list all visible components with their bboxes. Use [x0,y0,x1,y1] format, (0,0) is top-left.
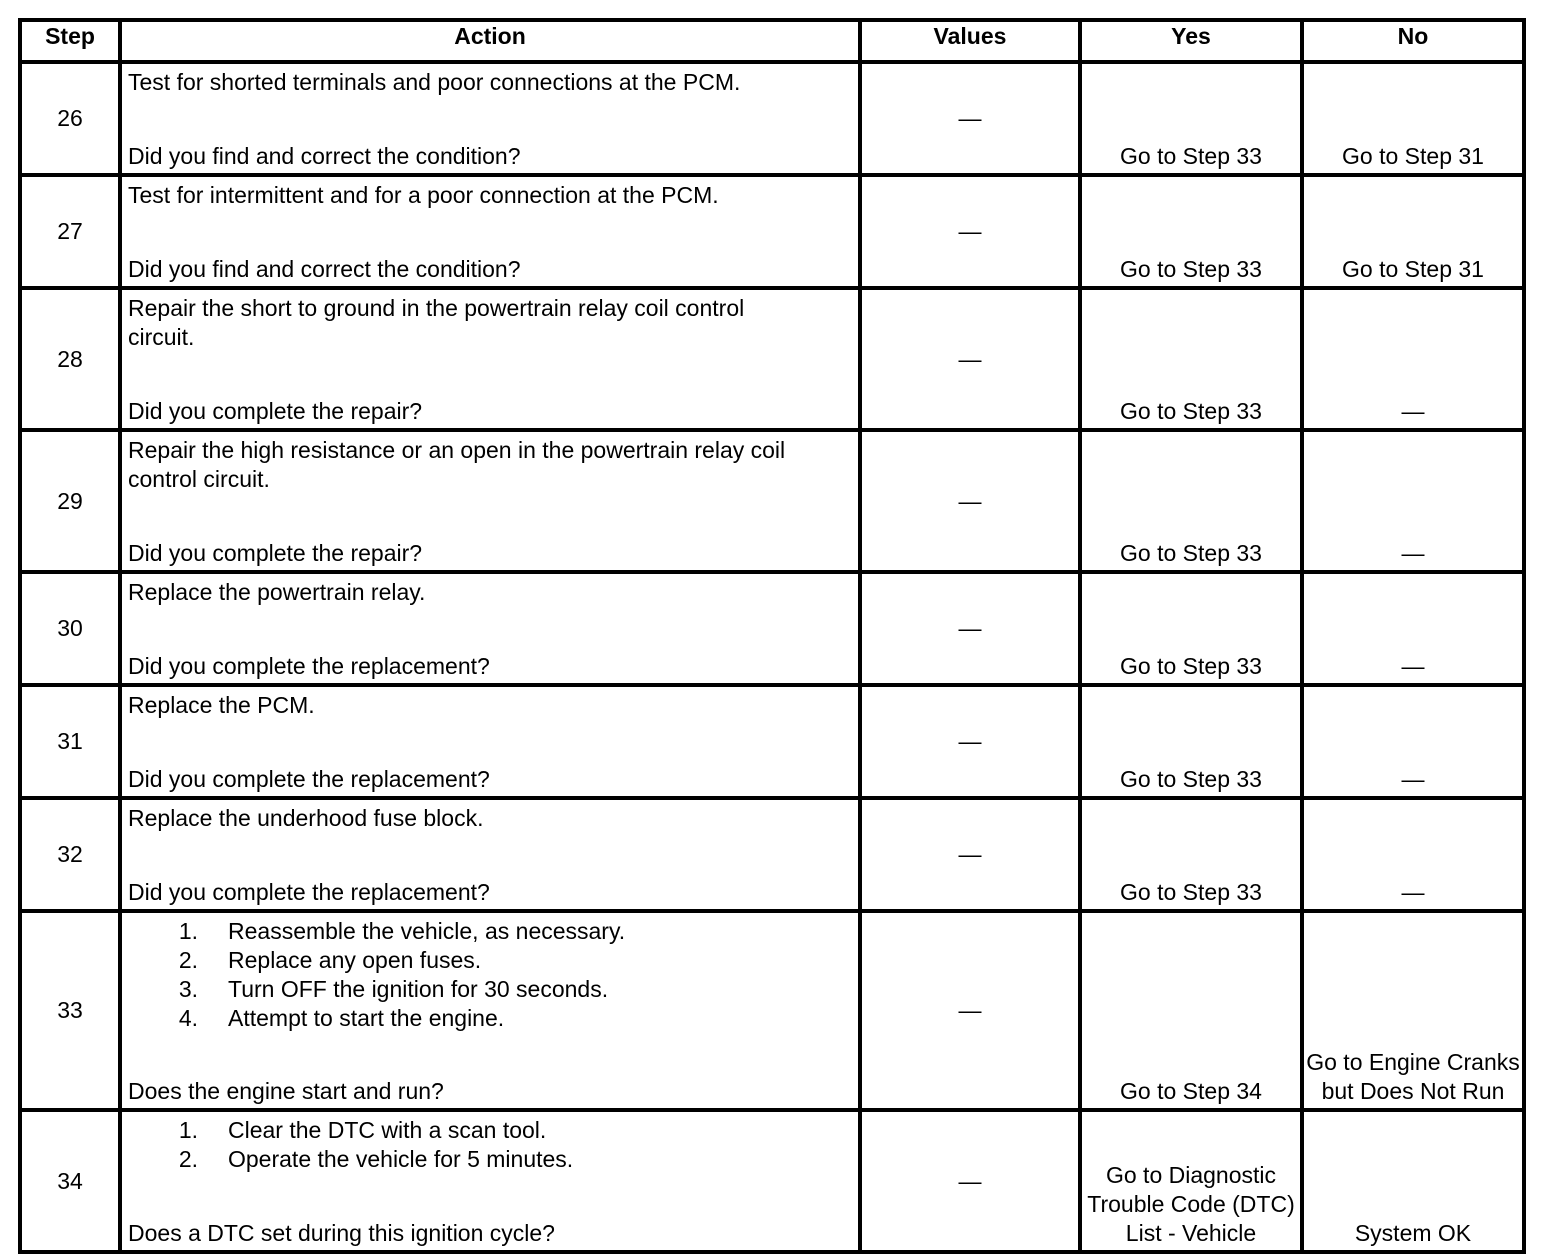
values-cell: — [860,911,1080,1110]
list-item-text: Attempt to start the engine. [228,1005,505,1031]
no-cell: — [1302,685,1524,798]
step-number: 26 [20,62,120,175]
list-item [128,1004,852,1033]
action-question: Did you complete the replacement? [128,879,490,905]
no-cell: System OK [1302,1110,1524,1252]
yes-cell: Go to Step 33 [1080,62,1302,175]
values-cell: — [860,288,1080,430]
list-item-text: Replace any open fuses. [228,947,482,973]
yes-cell: Go to Step 33 [1080,288,1302,430]
action-question: Did you complete the repair? [128,398,423,424]
action-text: Replace the PCM. [128,692,315,718]
yes-cell: Go to Step 33 [1080,685,1302,798]
header-yes: Yes [1080,20,1302,62]
action-question: Did you complete the replacement? [128,766,490,792]
values-cell: — [860,430,1080,572]
header-values: Values [860,20,1080,62]
header-row [20,20,1524,62]
values-cell: — [860,685,1080,798]
action-instructions [128,691,852,720]
action-text: Replace the underhood fuse block. [128,805,484,831]
action-cell [120,1110,860,1252]
step-number: 33 [20,911,120,1110]
action-text: Replace the powertrain relay. [128,579,426,605]
no-cell: — [1302,288,1524,430]
yes-cell: Go to Step 34 [1080,911,1302,1110]
action-instructions [128,68,852,97]
action-instructions [128,181,852,210]
action-text: Test for shorted terminals and poor connections at the PCM. [128,69,741,95]
action-cell [120,911,860,1110]
action-instructions [128,578,852,607]
action-instructions [128,1116,852,1174]
action-cell [120,288,860,430]
header-step: Step [20,20,120,62]
table-row [20,62,1524,175]
step-number: 30 [20,572,120,685]
list-item [128,975,852,1004]
action-steps-list [128,1116,852,1174]
values-cell: — [860,572,1080,685]
action-question: Does the engine start and run? [128,1078,444,1104]
yes-cell: Go to Step 33 [1080,430,1302,572]
action-cell [120,62,860,175]
action-instructions [128,917,852,1033]
list-item-number: 1. [178,918,198,944]
yes-cell: Go to Step 33 [1080,572,1302,685]
step-number: 34 [20,1110,120,1252]
table-row [20,572,1524,685]
no-cell: Go to Engine Cranks but Does Not Run [1302,911,1524,1110]
table-row [20,911,1524,1110]
action-cell [120,572,860,685]
yes-cell: Go to Step 33 [1080,175,1302,288]
table-row [20,175,1524,288]
action-cell [120,430,860,572]
step-number: 31 [20,685,120,798]
action-question: Did you find and correct the condition? [128,143,521,169]
action-text: control circuit. [128,466,270,492]
list-item-number: 4. [178,1005,198,1031]
list-item [128,1145,852,1174]
action-text: Repair the high resistance or an open in the powertrain relay coil [128,437,786,463]
yes-cell: Go to Step 33 [1080,798,1302,911]
step-number: 27 [20,175,120,288]
step-number: 32 [20,798,120,911]
header-no: No [1302,20,1524,62]
values-cell: — [860,1110,1080,1252]
values-cell: — [860,175,1080,288]
yes-cell: Go to Diagnostic Trouble Code (DTC) List - Vehicle [1080,1110,1302,1252]
action-instructions [128,436,852,494]
step-number: 28 [20,288,120,430]
action-text: Test for intermittent and for a poor connection at the PCM. [128,182,719,208]
action-question: Did you complete the repair? [128,540,423,566]
action-text: Repair the short to ground in the powertrain relay coil control [128,295,745,321]
list-item-number: 3. [178,976,198,1002]
list-item-number: 2. [178,947,198,973]
action-text: circuit. [128,324,195,350]
list-item [128,917,852,946]
diagnostic-table [18,18,1526,1254]
action-cell [120,685,860,798]
action-question: Did you find and correct the condition? [128,256,521,282]
list-item [128,946,852,975]
action-instructions [128,294,852,352]
header-action: Action [120,20,860,62]
values-cell: — [860,798,1080,911]
action-cell [120,175,860,288]
no-cell: — [1302,798,1524,911]
values-cell: — [860,62,1080,175]
no-cell: — [1302,430,1524,572]
table-row [20,430,1524,572]
list-item-number: 2. [178,1146,198,1172]
action-cell [120,798,860,911]
list-item-number: 1. [178,1117,198,1143]
action-instructions [128,804,852,833]
list-item-text: Clear the DTC with a scan tool. [228,1117,547,1143]
list-item-text: Turn OFF the ignition for 30 seconds. [228,976,609,1002]
list-item [128,1116,852,1145]
no-cell: — [1302,572,1524,685]
list-item-text: Reassemble the vehicle, as necessary. [228,918,626,944]
table-row [20,1110,1524,1252]
action-question: Did you complete the replacement? [128,653,490,679]
table-row [20,798,1524,911]
action-steps-list [128,917,852,1033]
table-row [20,288,1524,430]
table-row [20,685,1524,798]
step-number: 29 [20,430,120,572]
table-body [20,62,1524,1252]
list-item-text: Operate the vehicle for 5 minutes. [228,1146,574,1172]
no-cell: Go to Step 31 [1302,62,1524,175]
action-question: Does a DTC set during this ignition cycle? [128,1220,555,1246]
no-cell: Go to Step 31 [1302,175,1524,288]
